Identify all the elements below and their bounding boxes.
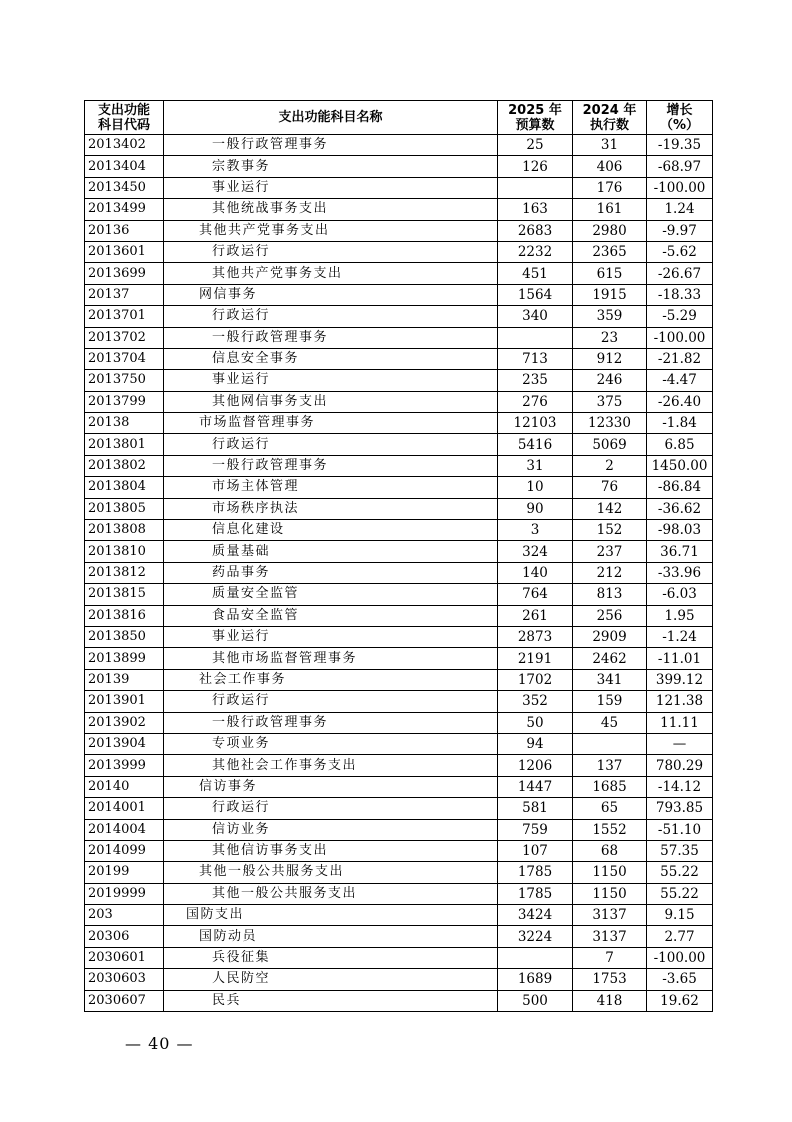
cell-code: 2013704	[85, 348, 164, 369]
cell-actual: 418	[573, 990, 647, 1011]
cell-growth: -5.29	[647, 306, 713, 327]
cell-budget: 2232	[498, 241, 573, 262]
header-name	[164, 101, 498, 135]
table-row	[85, 883, 713, 904]
table-row	[85, 648, 713, 669]
cell-growth: 6.85	[647, 434, 713, 455]
cell-growth: -19.35	[647, 135, 713, 156]
table-row	[85, 990, 713, 1011]
cell-budget: 1206	[498, 755, 573, 776]
cell-growth: -68.97	[647, 156, 713, 177]
cell-budget: 276	[498, 391, 573, 412]
cell-name: 国防支出	[164, 905, 498, 926]
cell-budget: 1564	[498, 284, 573, 305]
header-code	[85, 101, 164, 135]
cell-code: 2013805	[85, 498, 164, 519]
header-actual	[573, 101, 647, 135]
cell-code: 2019999	[85, 883, 164, 904]
cell-growth: -6.03	[647, 584, 713, 605]
header-code-line2: 科目代码	[97, 117, 150, 133]
table-row	[85, 520, 713, 541]
cell-name: 事业运行	[164, 177, 498, 198]
cell-budget: 500	[498, 990, 573, 1011]
cell-code: 203	[85, 905, 164, 926]
cell-growth: 793.85	[647, 798, 713, 819]
cell-budget: 764	[498, 584, 573, 605]
cell-growth: -98.03	[647, 520, 713, 541]
cell-actual: 152	[573, 520, 647, 541]
cell-name: 社会工作事务	[164, 669, 498, 690]
cell-name: 其他统战事务支出	[164, 199, 498, 220]
table-row	[85, 776, 713, 797]
cell-budget: 10	[498, 477, 573, 498]
cell-growth: 55.22	[647, 862, 713, 883]
cell-budget: 2191	[498, 648, 573, 669]
table-row	[85, 584, 713, 605]
cell-growth: 55.22	[647, 883, 713, 904]
cell-name: 行政运行	[164, 241, 498, 262]
cell-name: 其他一般公共服务支出	[164, 862, 498, 883]
cell-code: 2014004	[85, 819, 164, 840]
cell-actual: 3137	[573, 905, 647, 926]
table-row	[85, 755, 713, 776]
cell-name: 其他共产党事务支出	[164, 263, 498, 284]
table-row	[85, 712, 713, 733]
cell-code: 2013899	[85, 648, 164, 669]
cell-growth: -86.84	[647, 477, 713, 498]
table-row	[85, 434, 713, 455]
cell-code: 2013808	[85, 520, 164, 541]
cell-actual: 161	[573, 199, 647, 220]
table-row	[85, 669, 713, 690]
cell-budget: 581	[498, 798, 573, 819]
cell-name: 宗教事务	[164, 156, 498, 177]
cell-code: 2013699	[85, 263, 164, 284]
table-row	[85, 284, 713, 305]
table-row	[85, 156, 713, 177]
cell-name: 其他市场监督管理事务	[164, 648, 498, 669]
table-row	[85, 733, 713, 754]
cell-name: 药品事务	[164, 562, 498, 583]
cell-name: 行政运行	[164, 306, 498, 327]
cell-code: 2013904	[85, 733, 164, 754]
cell-growth: 780.29	[647, 755, 713, 776]
cell-growth: -100.00	[647, 177, 713, 198]
cell-name: 其他共产党事务支出	[164, 220, 498, 241]
cell-actual: 341	[573, 669, 647, 690]
table-row	[85, 905, 713, 926]
cell-actual: 2980	[573, 220, 647, 241]
header-actual-line2: 执行数	[589, 117, 629, 133]
table-row	[85, 455, 713, 476]
cell-actual: 212	[573, 562, 647, 583]
cell-actual: 12330	[573, 413, 647, 434]
cell-actual: 2365	[573, 241, 647, 262]
cell-name: 其他信访事务支出	[164, 840, 498, 861]
cell-budget: 2683	[498, 220, 573, 241]
header-actual-line1: 2024 年	[582, 102, 637, 118]
cell-growth: -14.12	[647, 776, 713, 797]
cell-actual: 1753	[573, 969, 647, 990]
cell-code: 2013404	[85, 156, 164, 177]
cell-actual: 2462	[573, 648, 647, 669]
cell-code: 2030603	[85, 969, 164, 990]
cell-growth: -5.62	[647, 241, 713, 262]
cell-actual: 237	[573, 541, 647, 562]
header-code-line1: 支出功能	[97, 102, 150, 118]
table-row	[85, 926, 713, 947]
cell-code: 2013601	[85, 241, 164, 262]
cell-code: 2013750	[85, 370, 164, 391]
cell-name: 一般行政管理事务	[164, 327, 498, 348]
cell-budget: 759	[498, 819, 573, 840]
cell-growth: -26.67	[647, 263, 713, 284]
cell-budget: 1785	[498, 862, 573, 883]
cell-code: 2030601	[85, 947, 164, 968]
cell-name: 市场监督管理事务	[164, 413, 498, 434]
cell-name: 其他一般公共服务支出	[164, 883, 498, 904]
cell-actual: 2	[573, 455, 647, 476]
cell-name: 信访事务	[164, 776, 498, 797]
table-row	[85, 327, 713, 348]
table-row	[85, 177, 713, 198]
table-row	[85, 947, 713, 968]
cell-name: 事业运行	[164, 626, 498, 647]
cell-code: 2030607	[85, 990, 164, 1011]
cell-actual: 5069	[573, 434, 647, 455]
cell-code: 2013801	[85, 434, 164, 455]
cell-name: 市场秩序执法	[164, 498, 498, 519]
table-row	[85, 862, 713, 883]
cell-growth: 1450.00	[647, 455, 713, 476]
cell-growth: -51.10	[647, 819, 713, 840]
cell-growth: 2.77	[647, 926, 713, 947]
cell-budget: 90	[498, 498, 573, 519]
table-row	[85, 498, 713, 519]
cell-budget: 261	[498, 605, 573, 626]
cell-budget: 50	[498, 712, 573, 733]
table-row	[85, 413, 713, 434]
cell-name: 兵役征集	[164, 947, 498, 968]
cell-actual: 1552	[573, 819, 647, 840]
cell-budget: 12103	[498, 413, 573, 434]
cell-growth: -18.33	[647, 284, 713, 305]
cell-code: 2014001	[85, 798, 164, 819]
cell-code: 20140	[85, 776, 164, 797]
cell-actual: 1685	[573, 776, 647, 797]
cell-name: 食品安全监管	[164, 605, 498, 626]
table-row	[85, 840, 713, 861]
header-budget-line1: 2025 年	[508, 102, 562, 118]
cell-budget: 324	[498, 541, 573, 562]
cell-name: 行政运行	[164, 434, 498, 455]
cell-name: 一般行政管理事务	[164, 455, 498, 476]
cell-actual: 2909	[573, 626, 647, 647]
cell-code: 2013999	[85, 755, 164, 776]
cell-budget: 713	[498, 348, 573, 369]
cell-code: 2013402	[85, 135, 164, 156]
cell-code: 20138	[85, 413, 164, 434]
cell-actual	[573, 733, 647, 754]
cell-name: 信息安全事务	[164, 348, 498, 369]
table-row	[85, 798, 713, 819]
cell-budget: 2873	[498, 626, 573, 647]
cell-name: 专项业务	[164, 733, 498, 754]
cell-growth: -11.01	[647, 648, 713, 669]
cell-growth: -9.97	[647, 220, 713, 241]
cell-name: 信息化建设	[164, 520, 498, 541]
page-number: — 40 —	[125, 1034, 194, 1053]
cell-actual: 142	[573, 498, 647, 519]
cell-actual: 1150	[573, 862, 647, 883]
cell-actual: 1150	[573, 883, 647, 904]
cell-code: 2013816	[85, 605, 164, 626]
cell-name: 国防动员	[164, 926, 498, 947]
cell-name: 行政运行	[164, 691, 498, 712]
header-row	[85, 101, 713, 135]
cell-budget: 451	[498, 263, 573, 284]
cell-growth: -3.65	[647, 969, 713, 990]
cell-actual: 375	[573, 391, 647, 412]
cell-budget: 340	[498, 306, 573, 327]
cell-name: 一般行政管理事务	[164, 135, 498, 156]
cell-actual: 813	[573, 584, 647, 605]
cell-name: 信访业务	[164, 819, 498, 840]
cell-budget: 235	[498, 370, 573, 391]
cell-code: 2013812	[85, 562, 164, 583]
cell-code: 2013804	[85, 477, 164, 498]
table-row	[85, 477, 713, 498]
cell-actual: 256	[573, 605, 647, 626]
cell-code: 2013450	[85, 177, 164, 198]
cell-actual: 65	[573, 798, 647, 819]
table-body	[85, 135, 713, 1012]
cell-growth: -4.47	[647, 370, 713, 391]
cell-actual: 159	[573, 691, 647, 712]
cell-budget: 140	[498, 562, 573, 583]
cell-growth: -26.40	[647, 391, 713, 412]
cell-name: 其他社会工作事务支出	[164, 755, 498, 776]
header-budget	[498, 101, 573, 135]
cell-actual: 615	[573, 263, 647, 284]
table-row	[85, 370, 713, 391]
cell-actual: 31	[573, 135, 647, 156]
cell-growth: -33.96	[647, 562, 713, 583]
cell-budget: 1689	[498, 969, 573, 990]
cell-code: 2013702	[85, 327, 164, 348]
cell-budget: 94	[498, 733, 573, 754]
header-name-label: 支出功能科目名称	[278, 110, 383, 125]
cell-code: 2013850	[85, 626, 164, 647]
cell-actual: 137	[573, 755, 647, 776]
cell-name: 人民防空	[164, 969, 498, 990]
cell-code: 2013802	[85, 455, 164, 476]
cell-budget: 25	[498, 135, 573, 156]
table-row	[85, 241, 713, 262]
cell-code: 2013815	[85, 584, 164, 605]
table-row	[85, 691, 713, 712]
cell-growth: 121.38	[647, 691, 713, 712]
cell-code: 20137	[85, 284, 164, 305]
cell-growth: 36.71	[647, 541, 713, 562]
cell-budget: 352	[498, 691, 573, 712]
cell-growth: -100.00	[647, 947, 713, 968]
cell-budget	[498, 947, 573, 968]
cell-growth: 1.24	[647, 199, 713, 220]
table-row	[85, 306, 713, 327]
table-row	[85, 391, 713, 412]
table-row	[85, 605, 713, 626]
cell-code: 2013799	[85, 391, 164, 412]
cell-budget: 3	[498, 520, 573, 541]
cell-actual: 23	[573, 327, 647, 348]
table-row	[85, 541, 713, 562]
cell-name: 市场主体管理	[164, 477, 498, 498]
cell-budget: 1447	[498, 776, 573, 797]
cell-budget: 5416	[498, 434, 573, 455]
cell-name: 质量安全监管	[164, 584, 498, 605]
table-row	[85, 135, 713, 156]
cell-growth: -1.24	[647, 626, 713, 647]
cell-budget: 31	[498, 455, 573, 476]
cell-code: 2013810	[85, 541, 164, 562]
cell-growth: 399.12	[647, 669, 713, 690]
cell-code: 20139	[85, 669, 164, 690]
cell-code: 20136	[85, 220, 164, 241]
cell-code: 2013901	[85, 691, 164, 712]
cell-code: 20199	[85, 862, 164, 883]
budget-table	[84, 100, 713, 1012]
cell-code: 2013701	[85, 306, 164, 327]
table-row	[85, 220, 713, 241]
cell-budget: 126	[498, 156, 573, 177]
cell-actual: 45	[573, 712, 647, 733]
cell-growth: -1.84	[647, 413, 713, 434]
cell-growth: -100.00	[647, 327, 713, 348]
table-row	[85, 348, 713, 369]
cell-name: 其他网信事务支出	[164, 391, 498, 412]
cell-growth: —	[647, 733, 713, 754]
cell-actual: 359	[573, 306, 647, 327]
cell-code: 2014099	[85, 840, 164, 861]
cell-budget: 107	[498, 840, 573, 861]
table-row	[85, 969, 713, 990]
cell-actual: 406	[573, 156, 647, 177]
cell-actual: 3137	[573, 926, 647, 947]
cell-name: 行政运行	[164, 798, 498, 819]
header-growth	[647, 101, 713, 135]
cell-code: 2013902	[85, 712, 164, 733]
cell-actual: 7	[573, 947, 647, 968]
cell-actual: 246	[573, 370, 647, 391]
cell-budget: 1785	[498, 883, 573, 904]
cell-code: 20306	[85, 926, 164, 947]
cell-budget: 3224	[498, 926, 573, 947]
table-row	[85, 263, 713, 284]
cell-actual: 912	[573, 348, 647, 369]
cell-name: 一般行政管理事务	[164, 712, 498, 733]
cell-actual: 176	[573, 177, 647, 198]
cell-budget	[498, 327, 573, 348]
cell-budget: 163	[498, 199, 573, 220]
cell-growth: -36.62	[647, 498, 713, 519]
cell-budget	[498, 177, 573, 198]
cell-growth: 57.35	[647, 840, 713, 861]
cell-growth: 19.62	[647, 990, 713, 1011]
cell-name: 网信事务	[164, 284, 498, 305]
cell-actual: 68	[573, 840, 647, 861]
cell-growth: 9.15	[647, 905, 713, 926]
cell-growth: -21.82	[647, 348, 713, 369]
cell-actual: 1915	[573, 284, 647, 305]
cell-name: 民兵	[164, 990, 498, 1011]
header-growth-line1: 增长	[666, 102, 693, 118]
cell-budget: 3424	[498, 905, 573, 926]
header-budget-line2: 预算数	[515, 117, 555, 133]
cell-name: 质量基础	[164, 541, 498, 562]
cell-budget: 1702	[498, 669, 573, 690]
cell-code: 2013499	[85, 199, 164, 220]
table-row	[85, 562, 713, 583]
table-header	[85, 101, 713, 135]
table-row	[85, 199, 713, 220]
table-row	[85, 819, 713, 840]
cell-actual: 76	[573, 477, 647, 498]
header-growth-line2: （%）	[659, 117, 700, 133]
cell-growth: 11.11	[647, 712, 713, 733]
cell-name: 事业运行	[164, 370, 498, 391]
table-row	[85, 626, 713, 647]
cell-growth: 1.95	[647, 605, 713, 626]
